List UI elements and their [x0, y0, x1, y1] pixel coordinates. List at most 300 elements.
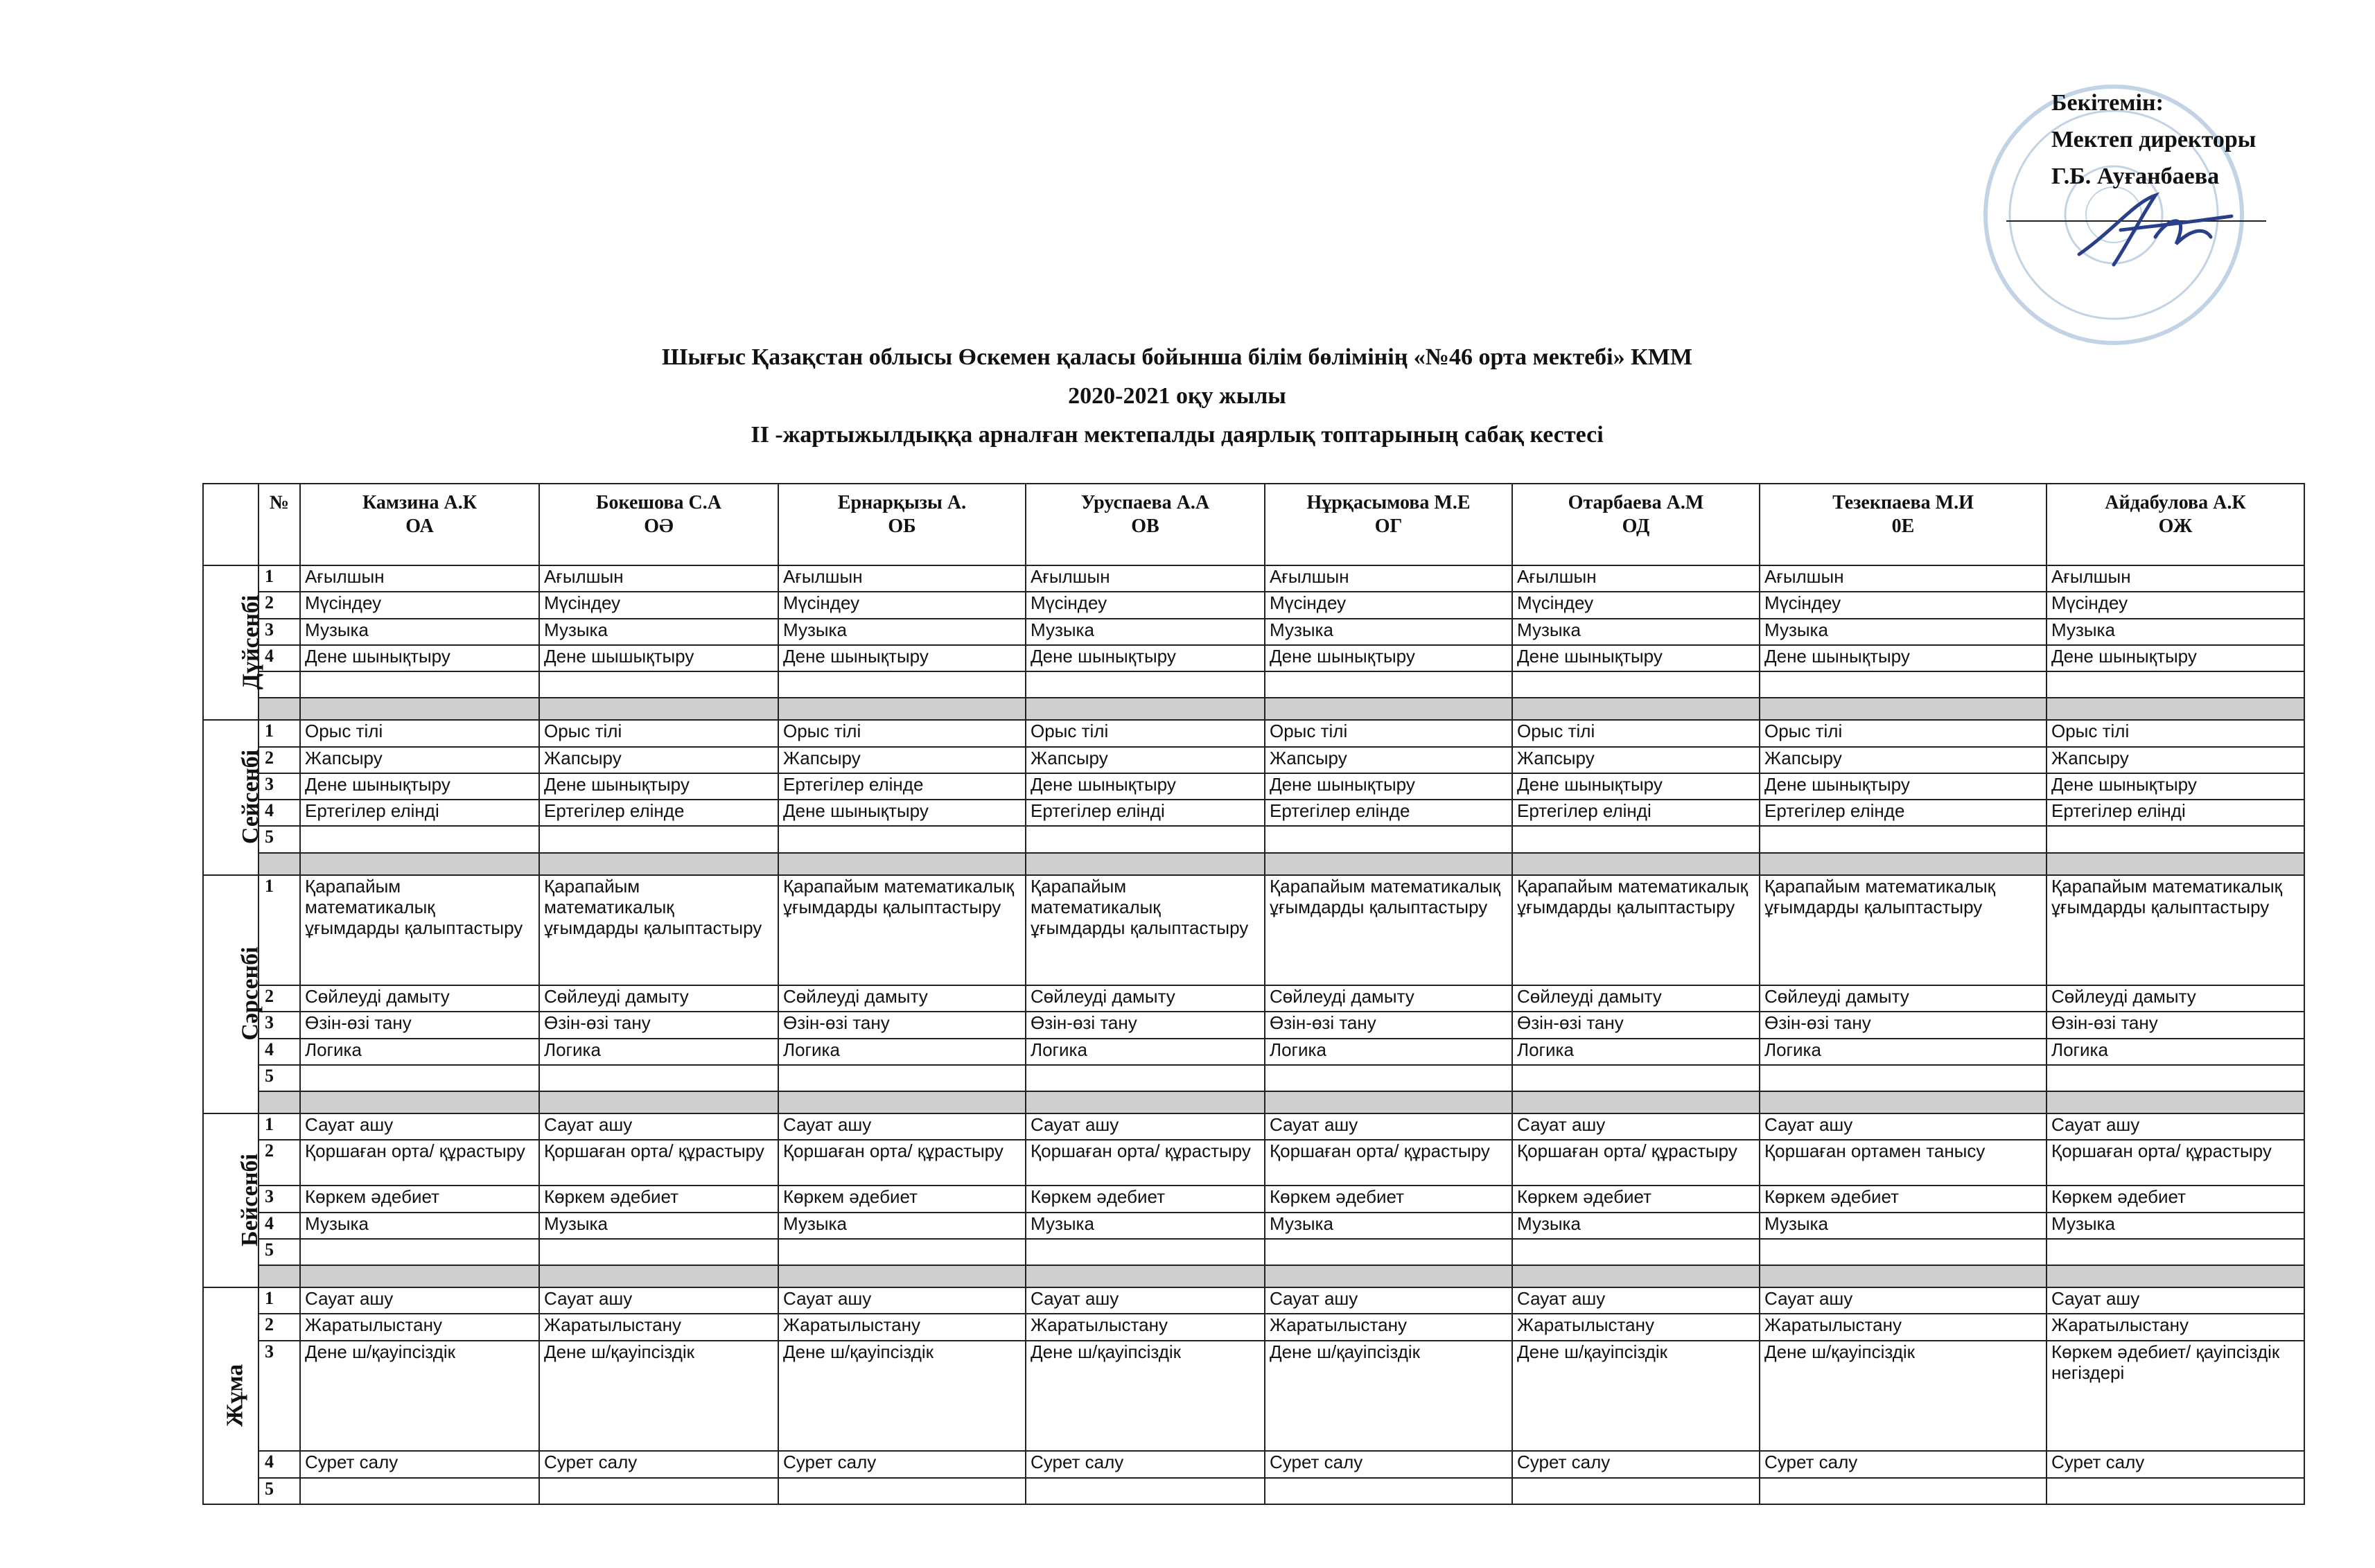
lesson-cell: Қарапайым математикалық ұғымдарды қалыптастыру — [539, 875, 778, 986]
lesson-cell: Жаратылыстану — [1265, 1314, 1512, 1340]
approval-block — [2051, 85, 2356, 195]
lesson-cell: Сауат ашу — [539, 1287, 778, 1314]
lesson-cell: Көркем әдебиет — [300, 1186, 539, 1212]
group-code: ОА — [405, 516, 434, 537]
lesson-row — [203, 1065, 2304, 1091]
lesson-cell: Ағылшын — [1265, 565, 1512, 592]
lesson-cell: Жапсыру — [2047, 747, 2304, 773]
lesson-cell: Қоршаған орта/ құрастыру — [1512, 1140, 1760, 1186]
lesson-cell: Мүсіндеу — [1265, 592, 1512, 618]
lesson-cell — [778, 671, 1026, 698]
separator-cell — [258, 698, 300, 720]
header-row — [203, 484, 2304, 565]
separator-cell — [300, 853, 539, 875]
lesson-cell: Жаратылыстану — [1026, 1314, 1265, 1340]
separator-cell — [1026, 853, 1265, 875]
lesson-cell: Мүсіндеу — [778, 592, 1026, 618]
lesson-cell: Музыка — [1512, 619, 1760, 645]
lesson-cell: Ертегілер елінде — [778, 773, 1026, 800]
lesson-cell: Сауат ашу — [2047, 1287, 2304, 1314]
lesson-cell — [1760, 1478, 2047, 1504]
lesson-cell: Өзін-өзі тану — [1265, 1012, 1512, 1038]
lesson-cell — [1512, 1239, 1760, 1265]
separator-cell — [1512, 1091, 1760, 1113]
lesson-cell: Өзін-өзі тану — [1026, 1012, 1265, 1038]
lesson-cell: Қарапайым математикалық ұғымдарды қалыптастыру — [1265, 875, 1512, 986]
lesson-cell — [1265, 1478, 1512, 1504]
day-name: Жұма — [222, 1364, 248, 1427]
lesson-cell: Дене ш/қауіпсіздік — [1026, 1341, 1265, 1452]
lesson-cell — [300, 1065, 539, 1091]
lesson-row — [203, 720, 2304, 746]
lesson-cell: Логика — [1026, 1039, 1265, 1065]
lesson-cell: Ертегілер елінде — [539, 800, 778, 826]
lesson-cell: Дене шынықтыру — [778, 645, 1026, 671]
lesson-cell — [1265, 1239, 1512, 1265]
teacher-name: Камзина А.К — [362, 492, 477, 513]
lesson-cell: Көркем әдебиет — [778, 1186, 1026, 1212]
lesson-cell: Ағылшын — [778, 565, 1026, 592]
lesson-cell: Дене шынықтыру — [1760, 645, 2047, 671]
lesson-cell: Ертегілер елінді — [2047, 800, 2304, 826]
lesson-cell: Музыка — [1026, 1213, 1265, 1239]
lesson-cell: Сөйлеуді дамыту — [539, 985, 778, 1012]
lesson-cell — [2047, 1478, 2304, 1504]
document-title — [0, 338, 2375, 455]
lesson-cell: Мүсіндеу — [300, 592, 539, 618]
lesson-cell: Жапсыру — [1760, 747, 2047, 773]
lesson-row — [203, 1213, 2304, 1239]
group-header — [1512, 484, 1760, 565]
approval-line-2: Мектеп директоры — [2051, 127, 2256, 152]
lesson-cell: Жаратылыстану — [300, 1314, 539, 1340]
lesson-cell: Сауат ашу — [300, 1113, 539, 1140]
lesson-cell: Көркем әдебиет — [1265, 1186, 1512, 1212]
separator-cell — [300, 1265, 539, 1287]
day-separator — [203, 853, 2304, 875]
lesson-cell: Сауат ашу — [778, 1287, 1026, 1314]
lesson-number: 4 — [258, 1213, 300, 1239]
lesson-row — [203, 1478, 2304, 1504]
lesson-cell: Қарапайым математикалық ұғымдарды қалыптастыру — [1512, 875, 1760, 986]
lesson-number: 5 — [258, 1239, 300, 1265]
lesson-cell: Қоршаған орта/ құрастыру — [539, 1140, 778, 1186]
group-code: ОВ — [1131, 516, 1159, 537]
lesson-cell: Музыка — [2047, 619, 2304, 645]
teacher-name: Тезекпаева М.И — [1832, 492, 1974, 513]
title-line-1: Шығыс Қазақстан облысы Өскемен қаласы бойынша білім бөлімінің «№46 орта мектебі» КММ — [662, 344, 1692, 370]
lesson-row — [203, 1287, 2304, 1314]
lesson-cell: Сурет салу — [300, 1451, 539, 1477]
separator-cell — [258, 853, 300, 875]
number-header: № — [258, 484, 300, 565]
separator-cell — [2047, 1265, 2304, 1287]
lesson-cell: Көркем әдебиет — [2047, 1186, 2304, 1212]
lesson-cell: Жапсыру — [1512, 747, 1760, 773]
lesson-cell: Музыка — [300, 619, 539, 645]
lesson-cell: Ағылшын — [1512, 565, 1760, 592]
lesson-number: 3 — [258, 1186, 300, 1212]
schedule-body — [203, 565, 2304, 1504]
lesson-row — [203, 1113, 2304, 1140]
lesson-cell: Сауат ашу — [1265, 1287, 1512, 1314]
lesson-number: 4 — [258, 800, 300, 826]
group-header — [1026, 484, 1265, 565]
lesson-cell: Сурет салу — [1026, 1451, 1265, 1477]
lesson-cell: Ертегілер елінді — [1026, 800, 1265, 826]
separator-cell — [778, 698, 1026, 720]
lesson-cell: Жаратылыстану — [2047, 1314, 2304, 1340]
lesson-cell: Музыка — [539, 1213, 778, 1239]
separator-cell — [258, 1091, 300, 1113]
day-cell — [203, 875, 263, 1114]
lesson-row — [203, 1314, 2304, 1340]
lesson-cell: Логика — [1760, 1039, 2047, 1065]
lesson-cell: Ағылшын — [539, 565, 778, 592]
lesson-cell: Мүсіндеу — [539, 592, 778, 618]
lesson-cell: Жаратылыстану — [539, 1314, 778, 1340]
lesson-cell: Сурет салу — [1512, 1451, 1760, 1477]
lesson-cell — [539, 1478, 778, 1504]
lesson-cell: Өзін-өзі тану — [300, 1012, 539, 1038]
lesson-cell: Орыс тілі — [300, 720, 539, 746]
lesson-cell: Орыс тілі — [778, 720, 1026, 746]
day-cell — [203, 720, 264, 874]
lesson-cell: Музыка — [300, 1213, 539, 1239]
lesson-number: 5 — [258, 1478, 300, 1504]
day-cell — [203, 1287, 258, 1504]
separator-cell — [1512, 1265, 1760, 1287]
teacher-name: Бокешова С.А — [596, 492, 721, 513]
lesson-row — [203, 1012, 2304, 1038]
lesson-cell: Көркем әдебиет — [1512, 1186, 1760, 1212]
lesson-cell: Қоршаған орта/ құрастыру — [778, 1140, 1026, 1186]
corner-cell — [203, 484, 258, 565]
lesson-cell: Қарапайым математикалық ұғымдарды қалыптастыру — [1026, 875, 1265, 986]
lesson-cell: Қарапайым математикалық ұғымдарды қалыптастыру — [1760, 875, 2047, 986]
separator-cell — [1760, 1091, 2047, 1113]
lesson-number: 2 — [258, 1314, 300, 1340]
group-header — [539, 484, 778, 565]
separator-cell — [539, 1091, 778, 1113]
separator-cell — [539, 1265, 778, 1287]
lesson-cell — [1512, 1478, 1760, 1504]
lesson-number: 1 — [258, 875, 300, 986]
lesson-cell: Логика — [300, 1039, 539, 1065]
lesson-cell: Сауат ашу — [539, 1113, 778, 1140]
lesson-number: 5 — [258, 826, 300, 852]
title-line-2: 2020-2021 оқу жылы — [1068, 383, 1286, 409]
lesson-number: 1 — [258, 720, 300, 746]
day-cell — [203, 565, 264, 720]
lesson-row — [203, 1140, 2304, 1186]
day-name: Сейсенбі — [238, 750, 264, 845]
lesson-cell: Логика — [778, 1039, 1026, 1065]
teacher-name: Ернарқызы А. — [837, 492, 967, 513]
lesson-number: 3 — [258, 773, 300, 800]
separator-cell — [2047, 1091, 2304, 1113]
lesson-cell: Дене шышықтыру — [539, 645, 778, 671]
day-name: Бейсенбі — [236, 1154, 263, 1247]
group-header — [1760, 484, 2047, 565]
day-separator — [203, 1265, 2304, 1287]
lesson-cell: Өзін-өзі тану — [2047, 1012, 2304, 1038]
lesson-cell — [1026, 1065, 1265, 1091]
title-line-3: ІІ -жартыжылдыққа арналған мектепалды даярлық топтарының сабақ кестесі — [751, 422, 1604, 448]
lesson-cell: Дене шынықтыру — [300, 773, 539, 800]
director-signature — [2072, 188, 2238, 272]
separator-cell — [1265, 698, 1512, 720]
lesson-cell: Жапсыру — [300, 747, 539, 773]
day-name: Дүйсенбі — [238, 594, 264, 690]
teacher-name: Отарбаева А.М — [1568, 492, 1704, 513]
lesson-cell — [300, 826, 539, 852]
lesson-number: 1 — [258, 565, 300, 592]
lesson-cell: Сөйлеуді дамыту — [1026, 985, 1265, 1012]
separator-cell — [300, 1091, 539, 1113]
separator-cell — [1265, 853, 1512, 875]
lesson-cell: Музыка — [539, 619, 778, 645]
group-code: ОБ — [888, 516, 916, 537]
lesson-row — [203, 1451, 2304, 1477]
lesson-row — [203, 747, 2304, 773]
approval-line-3: Г.Б. Ауғанбаева — [2051, 164, 2220, 189]
separator-cell — [1760, 698, 2047, 720]
lesson-cell: Сурет салу — [1760, 1451, 2047, 1477]
lesson-cell — [778, 826, 1026, 852]
lesson-number: 2 — [258, 985, 300, 1012]
lesson-cell: Сөйлеуді дамыту — [1265, 985, 1512, 1012]
lesson-cell: Жапсыру — [1265, 747, 1512, 773]
lesson-row — [203, 1239, 2304, 1265]
lesson-cell — [1026, 671, 1265, 698]
lesson-cell: Музыка — [1026, 619, 1265, 645]
lesson-cell — [1265, 671, 1512, 698]
lesson-cell — [300, 671, 539, 698]
lesson-cell — [2047, 826, 2304, 852]
lesson-cell: Сурет салу — [778, 1451, 1026, 1477]
separator-cell — [1026, 698, 1265, 720]
group-code: 0Е — [1891, 516, 1915, 537]
lesson-cell — [2047, 1065, 2304, 1091]
teacher-name: Уруспаева А.А — [1080, 492, 1210, 513]
lesson-cell: Сауат ашу — [2047, 1113, 2304, 1140]
day-name: Сәрсенбі — [237, 946, 263, 1041]
lesson-cell: Дене шынықтыру — [1512, 773, 1760, 800]
group-code: ОЖ — [2158, 516, 2193, 537]
separator-cell — [1760, 853, 2047, 875]
lesson-row — [203, 619, 2304, 645]
lesson-cell — [2047, 1239, 2304, 1265]
separator-cell — [778, 1091, 1026, 1113]
separator-cell — [539, 698, 778, 720]
lesson-cell: Музыка — [1760, 1213, 2047, 1239]
lesson-number: 2 — [258, 747, 300, 773]
lesson-cell: Дене шынықтыру — [2047, 645, 2304, 671]
lesson-cell: Сөйлеуді дамыту — [1512, 985, 1760, 1012]
lesson-row — [203, 592, 2304, 618]
lesson-number: 2 — [258, 1140, 300, 1186]
lesson-cell: Сөйлеуді дамыту — [300, 985, 539, 1012]
separator-cell — [300, 698, 539, 720]
lesson-cell — [1512, 1065, 1760, 1091]
lesson-cell: Дене ш/қауіпсіздік — [1760, 1341, 2047, 1452]
lesson-number: 4 — [258, 1039, 300, 1065]
lesson-number: 4 — [258, 645, 300, 671]
lesson-cell: Музыка — [2047, 1213, 2304, 1239]
lesson-cell — [778, 1065, 1026, 1091]
lesson-cell: Қарапайым математикалық ұғымдарды қалыптастыру — [2047, 875, 2304, 986]
lesson-cell: Музыка — [1760, 619, 2047, 645]
lesson-cell: Көркем әдебиет — [1760, 1186, 2047, 1212]
lesson-cell: Қоршаған орта/ құрастыру — [1026, 1140, 1265, 1186]
lesson-row — [203, 985, 2304, 1012]
lesson-row — [203, 671, 2304, 698]
separator-cell — [1265, 1091, 1512, 1113]
lesson-cell: Музыка — [1265, 619, 1512, 645]
lesson-cell — [2047, 671, 2304, 698]
teacher-name: Нұрқасымова М.Е — [1306, 492, 1471, 513]
separator-cell — [1265, 1265, 1512, 1287]
lesson-cell: Сурет салу — [2047, 1451, 2304, 1477]
lesson-cell: Мүсіндеу — [2047, 592, 2304, 618]
group-header — [300, 484, 539, 565]
lesson-cell: Қоршаған орта/ құрастыру — [300, 1140, 539, 1186]
lesson-cell: Сурет салу — [1265, 1451, 1512, 1477]
separator-cell — [1512, 853, 1760, 875]
lesson-row — [203, 800, 2304, 826]
lesson-number: 1 — [258, 1287, 300, 1314]
lesson-cell: Сауат ашу — [1512, 1113, 1760, 1140]
group-code: ОГ — [1374, 516, 1403, 537]
day-cell — [203, 1113, 263, 1287]
lesson-cell: Музыка — [778, 1213, 1026, 1239]
lesson-cell: Дене ш/қауіпсіздік — [300, 1341, 539, 1452]
separator-cell — [1026, 1091, 1265, 1113]
lesson-cell: Сөйлеуді дамыту — [2047, 985, 2304, 1012]
lesson-cell: Ертегілер елінді — [1512, 800, 1760, 826]
lesson-cell: Көркем әдебиет — [539, 1186, 778, 1212]
lesson-cell: Логика — [539, 1039, 778, 1065]
lesson-cell — [300, 1478, 539, 1504]
separator-cell — [778, 853, 1026, 875]
day-separator — [203, 1091, 2304, 1113]
lesson-cell: Дене ш/қауіпсіздік — [1512, 1341, 1760, 1452]
schedule-table — [202, 483, 2305, 1505]
lesson-cell: Орыс тілі — [2047, 720, 2304, 746]
lesson-cell — [778, 1478, 1026, 1504]
lesson-cell: Дене шынықтыру — [1265, 645, 1512, 671]
lesson-cell: Қоршаған орта/ құрастыру — [1265, 1140, 1512, 1186]
lesson-cell: Дене шынықтыру — [1026, 645, 1265, 671]
separator-cell — [2047, 853, 2304, 875]
group-header — [778, 484, 1026, 565]
lesson-number: 5 — [258, 1065, 300, 1091]
lesson-cell: Сауат ашу — [1026, 1287, 1265, 1314]
lesson-cell — [1026, 1239, 1265, 1265]
lesson-number: 3 — [258, 619, 300, 645]
separator-cell — [1760, 1265, 2047, 1287]
lesson-row — [203, 875, 2304, 986]
separator-cell — [1026, 1265, 1265, 1287]
lesson-cell — [778, 1239, 1026, 1265]
lesson-cell: Дене шынықтыру — [778, 800, 1026, 826]
lesson-number: 4 — [258, 1451, 300, 1477]
lesson-cell: Орыс тілі — [1026, 720, 1265, 746]
lesson-cell — [1265, 1065, 1512, 1091]
lesson-cell: Сауат ашу — [300, 1287, 539, 1314]
lesson-number — [258, 671, 300, 698]
lesson-cell — [1512, 826, 1760, 852]
lesson-cell: Қарапайым математикалық ұғымдарды қалыптастыру — [778, 875, 1026, 986]
lesson-cell: Логика — [1512, 1039, 1760, 1065]
lesson-number: 3 — [258, 1012, 300, 1038]
lesson-cell: Өзін-өзі тану — [1512, 1012, 1760, 1038]
lesson-cell: Қоршаған ортамен танысу — [1760, 1140, 2047, 1186]
group-code: ОӘ — [644, 516, 674, 537]
lesson-number: 3 — [258, 1341, 300, 1452]
lesson-cell: Сауат ашу — [1512, 1287, 1760, 1314]
lesson-cell — [1026, 826, 1265, 852]
lesson-cell: Дене шынықтыру — [2047, 773, 2304, 800]
lesson-row — [203, 1341, 2304, 1452]
lesson-cell: Дене ш/қауіпсіздік — [1265, 1341, 1512, 1452]
lesson-cell: Ертегілер елінде — [1265, 800, 1512, 826]
lesson-cell — [1760, 671, 2047, 698]
lesson-row — [203, 826, 2304, 852]
lesson-cell — [1026, 1478, 1265, 1504]
lesson-cell: Музыка — [1265, 1213, 1512, 1239]
separator-cell — [2047, 698, 2304, 720]
group-header — [1265, 484, 1512, 565]
lesson-cell: Ағылшын — [1760, 565, 2047, 592]
lesson-cell: Орыс тілі — [1265, 720, 1512, 746]
lesson-cell: Ертегілер елінде — [1760, 800, 2047, 826]
lesson-cell — [539, 1065, 778, 1091]
lesson-cell — [1265, 826, 1512, 852]
lesson-cell: Дене ш/қауіпсіздік — [778, 1341, 1026, 1452]
lesson-cell: Сауат ашу — [1760, 1113, 2047, 1140]
approval-line-1: Бекітемін: — [2051, 90, 2164, 116]
group-code: ОД — [1622, 516, 1650, 537]
separator-cell — [778, 1265, 1026, 1287]
lesson-cell: Мүсіндеу — [1512, 592, 1760, 618]
lesson-cell: Өзін-өзі тану — [1760, 1012, 2047, 1038]
teacher-name: Айдабулова А.К — [2105, 492, 2246, 513]
lesson-cell: Жаратылыстану — [1760, 1314, 2047, 1340]
lesson-cell: Өзін-өзі тану — [539, 1012, 778, 1038]
lesson-row — [203, 773, 2304, 800]
lesson-number: 1 — [258, 1113, 300, 1140]
lesson-cell: Мүсіндеу — [1760, 592, 2047, 618]
lesson-cell: Жапсыру — [539, 747, 778, 773]
lesson-cell: Жаратылыстану — [1512, 1314, 1760, 1340]
lesson-cell: Мүсіндеу — [1026, 592, 1265, 618]
lesson-cell: Сауат ашу — [1760, 1287, 2047, 1314]
lesson-cell: Дене шынықтыру — [1265, 773, 1512, 800]
lesson-cell: Дене шынықтыру — [539, 773, 778, 800]
lesson-cell — [539, 826, 778, 852]
lesson-cell: Музыка — [1512, 1213, 1760, 1239]
lesson-cell: Ағылшын — [1026, 565, 1265, 592]
lesson-cell: Сөйлеуді дамыту — [778, 985, 1026, 1012]
lesson-cell: Дене ш/қауіпсіздік — [539, 1341, 778, 1452]
lesson-number: 2 — [258, 592, 300, 618]
separator-cell — [539, 853, 778, 875]
lesson-cell: Сөйлеуді дамыту — [1760, 985, 2047, 1012]
lesson-cell — [1760, 1065, 2047, 1091]
lesson-cell — [539, 671, 778, 698]
